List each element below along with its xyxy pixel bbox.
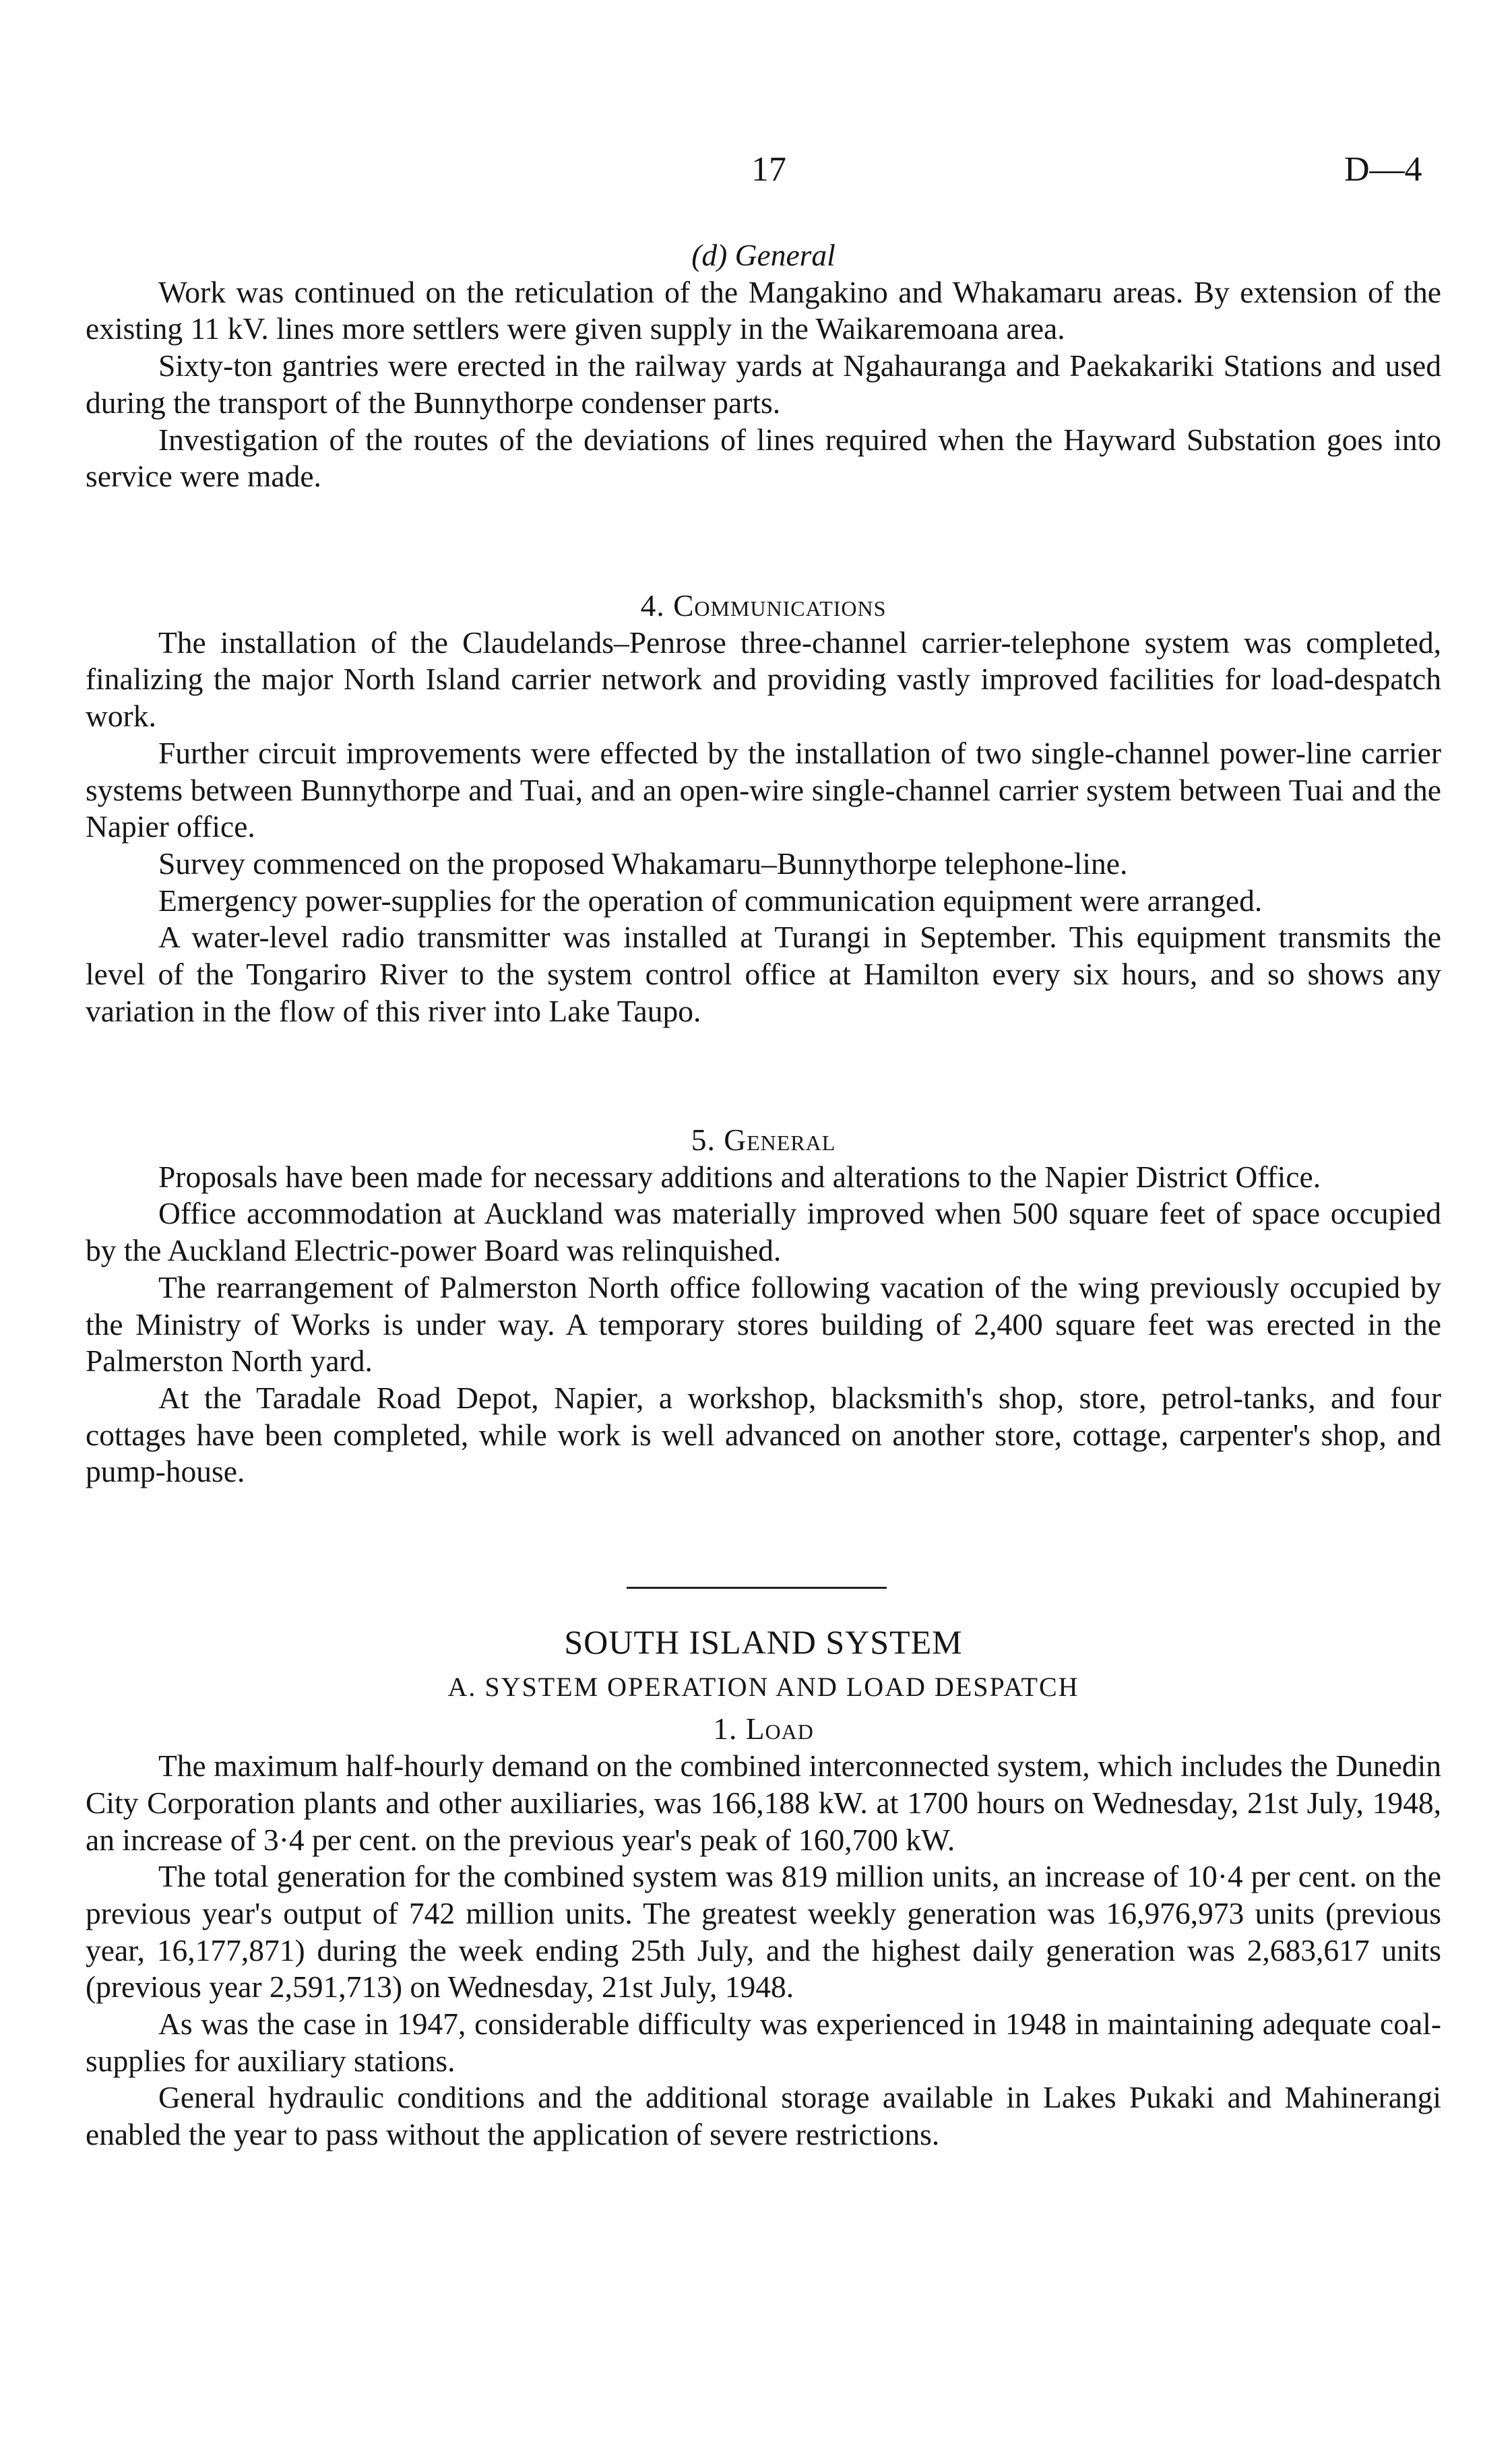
paragraph: General hydraulic conditions and the additional storage available in Lakes Pukaki and Mahinerangi enabled the year to pass without the application of severe restrictions. — [86, 2080, 1441, 2152]
section-heading: 4. Communications — [640, 588, 887, 623]
paragraph: The installation of the Claudelands–Penrose three-channel carrier-telephone system was completed, finalizing the major North Island carrier network and providing vastly improved facilities for load-despatch work. — [86, 625, 1441, 734]
section-general-5 — [86, 1122, 1441, 1490]
paragraph: The total generation for the combined system was 819 million units, an increase of 10·4 per cent. on the previous year's output of 742 million units. The greatest weekly generation was 16,976,973 units (previous year, 16,177,871) during the week ending 25th July, and the highest daily generation was 2,683,617 units (previous year 2,591,713) on Wednesday, 21st July, 1948. — [86, 1859, 1441, 2005]
paragraph: Emergency power-supplies for the operation of communication equipment were arranged. — [158, 883, 1263, 918]
paragraph: The rearrangement of Palmerston North office following vacation of the wing previously occupied by the Ministry of Works is under way. A temporary stores building of 2,400 square feet was erected in the Palmerston North yard. — [86, 1269, 1441, 1379]
section-heading: (d) General — [691, 238, 836, 272]
report-code: D—4 — [1344, 150, 1422, 189]
page-number: 17 — [751, 150, 786, 189]
section-heading: 1. Load — [713, 1711, 814, 1746]
paragraph: Office accommodation at Auckland was materially improved when 500 square feet of space occupied by the Auckland Electric-power Board was relinquished. — [86, 1196, 1441, 1268]
paragraph: Work was continued on the reticulation of the Mangakino and Whakamaru areas. By extension of the existing 11 kV. lines more settlers were given supply in the Waikaremoana area. — [86, 274, 1441, 346]
paragraph: At the Taradale Road Depot, Napier, a workshop, blacksmith's shop, store, petrol-tanks, and four cottages have been completed, while work is well advanced on another store, cottage, carpenter's shop, and pump-house. — [86, 1380, 1441, 1489]
section-divider — [627, 1587, 887, 1589]
paragraph: As was the case in 1947, considerable difficulty was experienced in 1948 in maintaining adequate coal-supplies for auxiliary stations. — [86, 2007, 1441, 2078]
subheading: A. SYSTEM OPERATION AND LOAD DESPATCH — [447, 1671, 1079, 1702]
major-heading: SOUTH ISLAND SYSTEM — [564, 1623, 963, 1661]
paragraph: Investigation of the routes of the deviations of lines required when the Hayward Substation goes into service were made. — [86, 422, 1441, 494]
section-communications — [86, 588, 1441, 1030]
paragraph: Sixty-ton gantries were erected in the railway yards at Ngahauranga and Paekakariki Stations and used during the transport of the Bunnythorpe condenser parts. — [86, 348, 1441, 420]
section-south-island — [86, 1624, 1441, 2153]
section-heading: 5. General — [691, 1123, 836, 1157]
paragraph: The maximum half-hourly demand on the combined interconnected system, which includes the Dunedin City Corporation plants and other auxiliaries, was 166,188 kW. at 1700 hours on Wednesday, 21st July, 1948, an increase of 3·4 per cent. on the previous year's peak of 160,700 kW. — [86, 1748, 1441, 1857]
paragraph: A water-level radio transmitter was installed at Turangi in September. This equipment transmits the level of the Tongariro River to the system control office at Hamilton every six hours, and so shows any variation in the flow of this river into Lake Taupo. — [86, 920, 1441, 1028]
paragraph: Survey commenced on the proposed Whakamaru–Bunnythorpe telephone-line. — [158, 846, 1128, 881]
section-general-d — [86, 237, 1441, 495]
paragraph: Proposals have been made for necessary additions and alterations to the Napier District Office. — [158, 1159, 1321, 1194]
paragraph: Further circuit improvements were effected by the installation of two single-channel power-line carrier systems between Bunnythorpe and Tuai, and an open-wire single-channel carrier system between Tuai and the Napier office. — [86, 735, 1441, 844]
